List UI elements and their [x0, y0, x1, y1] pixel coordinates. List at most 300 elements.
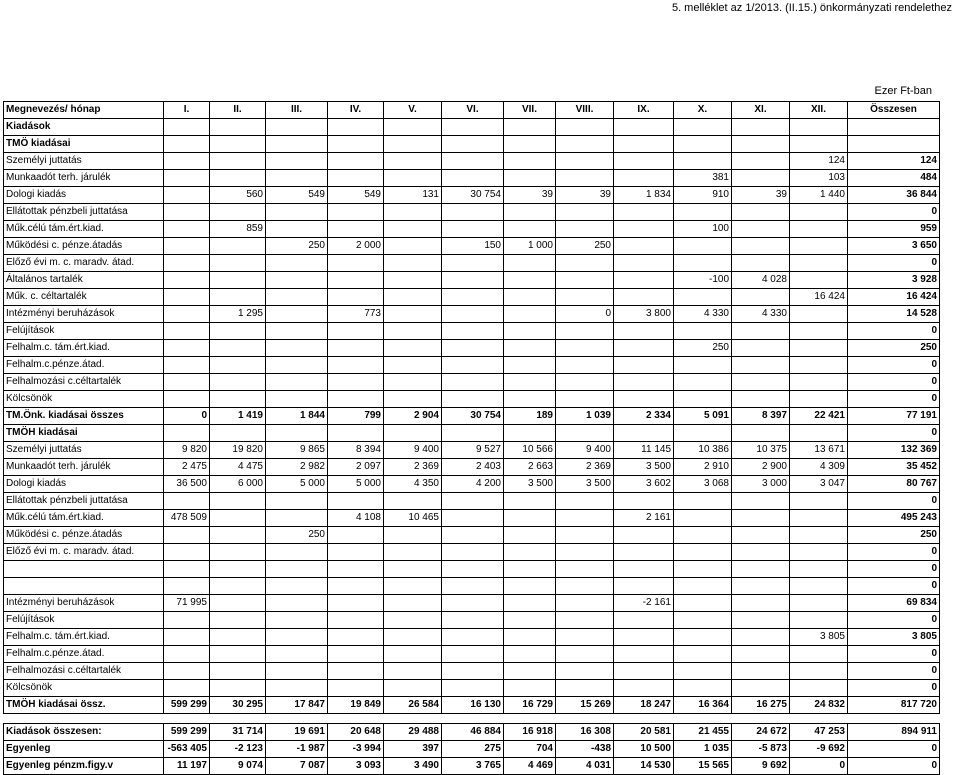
month-cell [732, 374, 790, 391]
month-cell [328, 663, 384, 680]
month-cell [210, 255, 266, 272]
month-cell: 250 [266, 238, 328, 255]
month-cell [556, 357, 614, 374]
month-cell [164, 578, 210, 595]
total-cell: 817 720 [848, 697, 940, 714]
month-cell [164, 612, 210, 629]
row-label: TMÖ kiadásai [4, 136, 164, 153]
month-cell [732, 493, 790, 510]
total-cell: 69 834 [848, 595, 940, 612]
month-cell [614, 493, 674, 510]
month-cell: 10 566 [504, 442, 556, 459]
month-cell [556, 119, 614, 136]
month-cell [210, 663, 266, 680]
month-cell [442, 204, 504, 221]
month-cell [614, 238, 674, 255]
month-cell [790, 612, 848, 629]
month-cell: 10 465 [384, 510, 442, 527]
month-cell: 20 581 [614, 724, 674, 741]
row-label: Személyi juttatás [4, 442, 164, 459]
month-cell [266, 289, 328, 306]
month-cell [504, 289, 556, 306]
month-cell [266, 510, 328, 527]
month-cell [384, 136, 442, 153]
table-row [4, 289, 940, 306]
month-cell [210, 612, 266, 629]
month-cell [790, 136, 848, 153]
month-cell: 7 087 [266, 758, 328, 775]
month-cell: 14 530 [614, 758, 674, 775]
row-label: Felhalm.c.pénze.átad. [4, 357, 164, 374]
month-cell: 704 [504, 741, 556, 758]
month-cell: 478 509 [164, 510, 210, 527]
total-cell: 35 452 [848, 459, 940, 476]
month-cell [732, 153, 790, 170]
regulation-note: 5. melléklet az 1/2013. (II.15.) önkormányzati rendelethez [671, 2, 952, 14]
month-cell: 1 834 [614, 187, 674, 204]
month-cell: 2 403 [442, 459, 504, 476]
month-cell [790, 238, 848, 255]
table-row [4, 561, 940, 578]
table-body [4, 102, 940, 775]
month-cell: 4 469 [504, 758, 556, 775]
month-cell [442, 578, 504, 595]
header-month-cell: II. [210, 102, 266, 119]
month-cell [556, 493, 614, 510]
month-cell [674, 425, 732, 442]
month-cell [210, 289, 266, 306]
month-cell: -438 [556, 741, 614, 758]
month-cell [504, 646, 556, 663]
month-cell [266, 629, 328, 646]
table-row [4, 408, 940, 425]
table-row [4, 238, 940, 255]
month-cell [384, 425, 442, 442]
month-cell [164, 680, 210, 697]
month-cell [442, 272, 504, 289]
table-row [4, 306, 940, 323]
month-cell [614, 561, 674, 578]
header-month-cell: VIII. [556, 102, 614, 119]
month-cell [790, 493, 848, 510]
month-cell [164, 289, 210, 306]
month-cell: 39 [504, 187, 556, 204]
month-cell [164, 306, 210, 323]
month-cell [556, 561, 614, 578]
month-cell [328, 357, 384, 374]
month-cell [442, 663, 504, 680]
month-cell: 19 691 [266, 724, 328, 741]
month-cell [674, 119, 732, 136]
month-cell [790, 425, 848, 442]
table-row [4, 493, 940, 510]
month-cell: 9 074 [210, 758, 266, 775]
header-month-cell: IX. [614, 102, 674, 119]
month-cell: 859 [210, 221, 266, 238]
month-cell [384, 680, 442, 697]
month-cell [266, 544, 328, 561]
month-cell [504, 204, 556, 221]
table-row [4, 136, 940, 153]
month-cell [266, 391, 328, 408]
month-cell: 2 900 [732, 459, 790, 476]
month-cell [732, 136, 790, 153]
month-cell: 46 884 [442, 724, 504, 741]
table-row [4, 119, 940, 136]
month-cell [732, 595, 790, 612]
month-cell [614, 204, 674, 221]
total-cell: 14 528 [848, 306, 940, 323]
month-cell [732, 680, 790, 697]
month-cell [164, 663, 210, 680]
month-cell: 16 918 [504, 724, 556, 741]
month-cell [504, 578, 556, 595]
row-label: Működési c. pénze.átadás [4, 527, 164, 544]
month-cell [504, 119, 556, 136]
month-cell [790, 391, 848, 408]
month-cell [266, 663, 328, 680]
month-cell [556, 391, 614, 408]
month-cell [732, 119, 790, 136]
month-cell [614, 425, 674, 442]
table-row [4, 680, 940, 697]
header-month-cell: Összesen [848, 102, 940, 119]
table-row [4, 527, 940, 544]
month-cell [210, 510, 266, 527]
month-cell: 1 295 [210, 306, 266, 323]
month-cell [732, 578, 790, 595]
month-cell [614, 391, 674, 408]
total-cell: 484 [848, 170, 940, 187]
month-cell: 4 108 [328, 510, 384, 527]
month-cell [674, 561, 732, 578]
month-cell: 3 093 [328, 758, 384, 775]
month-cell: 3 602 [614, 476, 674, 493]
month-cell: 11 145 [614, 442, 674, 459]
month-cell: 29 488 [384, 724, 442, 741]
table-row [4, 544, 940, 561]
month-cell [504, 493, 556, 510]
total-cell: 250 [848, 340, 940, 357]
month-cell: 2 097 [328, 459, 384, 476]
month-cell [614, 170, 674, 187]
month-cell [266, 119, 328, 136]
month-cell [210, 629, 266, 646]
month-cell: 9 400 [384, 442, 442, 459]
month-cell [384, 527, 442, 544]
month-cell [556, 221, 614, 238]
month-cell: 16 424 [790, 289, 848, 306]
table-row [4, 204, 940, 221]
month-cell: 8 394 [328, 442, 384, 459]
row-label: Dologi kiadás [4, 187, 164, 204]
total-cell: 3 805 [848, 629, 940, 646]
total-cell: 495 243 [848, 510, 940, 527]
month-cell [614, 272, 674, 289]
month-cell [674, 646, 732, 663]
month-cell [384, 578, 442, 595]
month-cell [732, 204, 790, 221]
month-cell [614, 663, 674, 680]
month-cell: 15 269 [556, 697, 614, 714]
total-cell: 0 [848, 741, 940, 758]
month-cell: 2 369 [556, 459, 614, 476]
row-label [4, 578, 164, 595]
month-cell: 39 [556, 187, 614, 204]
month-cell [328, 119, 384, 136]
month-cell: 2 904 [384, 408, 442, 425]
month-cell [790, 544, 848, 561]
month-cell [442, 629, 504, 646]
table-row [4, 187, 940, 204]
month-cell [328, 221, 384, 238]
month-cell: 3 765 [442, 758, 504, 775]
month-cell [442, 306, 504, 323]
month-cell: 0 [164, 408, 210, 425]
month-cell [732, 238, 790, 255]
month-cell: 250 [556, 238, 614, 255]
month-cell [266, 680, 328, 697]
month-cell [442, 170, 504, 187]
total-cell: 16 424 [848, 289, 940, 306]
month-cell [790, 646, 848, 663]
month-cell [328, 578, 384, 595]
table-row [4, 425, 940, 442]
month-cell: 9 527 [442, 442, 504, 459]
month-cell [504, 544, 556, 561]
row-label: Egyenleg pénzm.figy.v [4, 758, 164, 775]
month-cell [328, 612, 384, 629]
month-cell [210, 544, 266, 561]
month-cell [210, 493, 266, 510]
month-cell [164, 255, 210, 272]
month-cell [674, 663, 732, 680]
month-cell [210, 357, 266, 374]
month-cell [732, 289, 790, 306]
month-cell [674, 136, 732, 153]
month-cell [442, 289, 504, 306]
month-cell [164, 340, 210, 357]
month-cell [732, 323, 790, 340]
month-cell: 10 386 [674, 442, 732, 459]
month-cell: 773 [328, 306, 384, 323]
month-cell [674, 680, 732, 697]
month-cell [384, 595, 442, 612]
month-cell: 16 275 [732, 697, 790, 714]
month-cell [674, 153, 732, 170]
month-cell: 3 000 [732, 476, 790, 493]
month-cell [504, 323, 556, 340]
month-cell [210, 204, 266, 221]
month-cell: 250 [674, 340, 732, 357]
month-cell: 5 091 [674, 408, 732, 425]
month-cell [164, 153, 210, 170]
header-month-cell: V. [384, 102, 442, 119]
table-row [4, 741, 940, 758]
table-row [4, 629, 940, 646]
month-cell: 15 565 [674, 758, 732, 775]
month-cell [210, 561, 266, 578]
row-label: Működési c. pénze.átadás [4, 238, 164, 255]
month-cell [266, 204, 328, 221]
month-cell [328, 493, 384, 510]
month-cell [328, 153, 384, 170]
row-label: Felhalmozási c.céltartalék [4, 374, 164, 391]
month-cell [164, 391, 210, 408]
month-cell [442, 425, 504, 442]
total-cell: 0 [848, 646, 940, 663]
month-cell [614, 612, 674, 629]
month-cell: 1 419 [210, 408, 266, 425]
month-cell [504, 221, 556, 238]
month-cell [210, 119, 266, 136]
month-cell [266, 136, 328, 153]
month-cell: 4 031 [556, 758, 614, 775]
month-cell [210, 170, 266, 187]
month-cell [504, 595, 556, 612]
header-month-cell: IV. [328, 102, 384, 119]
month-cell [384, 306, 442, 323]
month-cell [384, 323, 442, 340]
month-cell [328, 544, 384, 561]
row-label: Felújítások [4, 323, 164, 340]
month-cell [556, 323, 614, 340]
month-cell [504, 680, 556, 697]
table-row [4, 340, 940, 357]
month-cell [328, 629, 384, 646]
month-cell: 26 584 [384, 697, 442, 714]
row-label: Felújítások [4, 612, 164, 629]
month-cell [614, 323, 674, 340]
total-cell: 0 [848, 493, 940, 510]
month-cell [790, 306, 848, 323]
month-cell: 799 [328, 408, 384, 425]
month-cell [790, 374, 848, 391]
row-label: TMÖH kiadásai [4, 425, 164, 442]
month-cell [384, 221, 442, 238]
row-label: Kölcsönök [4, 680, 164, 697]
month-cell: -1 987 [266, 741, 328, 758]
month-cell: 3 500 [504, 476, 556, 493]
month-cell: 4 330 [732, 306, 790, 323]
month-cell [210, 153, 266, 170]
month-cell [614, 646, 674, 663]
month-cell [266, 306, 328, 323]
month-cell [384, 153, 442, 170]
month-cell [442, 612, 504, 629]
month-cell: 0 [556, 306, 614, 323]
header-month-cell: I. [164, 102, 210, 119]
month-cell [328, 272, 384, 289]
month-cell: 599 299 [164, 697, 210, 714]
month-cell [210, 578, 266, 595]
month-cell [504, 136, 556, 153]
month-cell: 8 397 [732, 408, 790, 425]
month-cell: 47 253 [790, 724, 848, 741]
header-month-cell: XI. [732, 102, 790, 119]
month-cell [674, 510, 732, 527]
month-cell [790, 595, 848, 612]
total-cell: 959 [848, 221, 940, 238]
month-cell [504, 153, 556, 170]
table-row [4, 663, 940, 680]
total-cell: 124 [848, 153, 940, 170]
month-cell [556, 153, 614, 170]
month-cell: 4 200 [442, 476, 504, 493]
month-cell: 1 035 [674, 741, 732, 758]
month-cell [210, 680, 266, 697]
row-label: Dologi kiadás [4, 476, 164, 493]
month-cell [732, 221, 790, 238]
month-cell: 3 805 [790, 629, 848, 646]
month-cell: 31 714 [210, 724, 266, 741]
month-cell: 4 028 [732, 272, 790, 289]
month-cell: 2 982 [266, 459, 328, 476]
month-cell [442, 544, 504, 561]
month-cell [328, 425, 384, 442]
row-label: Felhalm.c.pénze.átad. [4, 646, 164, 663]
month-cell [164, 136, 210, 153]
row-label: Ellátottak pénzbeli juttatása [4, 204, 164, 221]
table-row [4, 357, 940, 374]
month-cell [504, 612, 556, 629]
month-cell [384, 612, 442, 629]
row-label: Előző évi m. c. maradv. átad. [4, 544, 164, 561]
month-cell [266, 221, 328, 238]
month-cell [504, 374, 556, 391]
month-cell: 189 [504, 408, 556, 425]
month-cell [674, 255, 732, 272]
month-cell [328, 595, 384, 612]
month-cell [556, 425, 614, 442]
month-cell: 1 039 [556, 408, 614, 425]
month-cell [266, 646, 328, 663]
table-row [4, 476, 940, 493]
month-cell [442, 221, 504, 238]
month-cell [328, 374, 384, 391]
month-cell [732, 663, 790, 680]
month-cell: 549 [328, 187, 384, 204]
row-label: Munkaadót terh. járulék [4, 459, 164, 476]
row-label: Kiadások összesen: [4, 724, 164, 741]
month-cell: 19 820 [210, 442, 266, 459]
month-cell [790, 680, 848, 697]
month-cell [614, 680, 674, 697]
header-label-cell: Megnevezés/ hónap [4, 102, 164, 119]
month-cell [384, 204, 442, 221]
row-label: Személyi juttatás [4, 153, 164, 170]
month-cell: 4 309 [790, 459, 848, 476]
month-cell [556, 374, 614, 391]
month-cell: 100 [674, 221, 732, 238]
row-label [4, 561, 164, 578]
month-cell: 17 847 [266, 697, 328, 714]
month-cell [504, 306, 556, 323]
month-cell [732, 510, 790, 527]
month-cell [328, 323, 384, 340]
month-cell [164, 119, 210, 136]
month-cell [442, 493, 504, 510]
month-cell [164, 357, 210, 374]
month-cell [614, 357, 674, 374]
month-cell: -3 994 [328, 741, 384, 758]
month-cell [614, 136, 674, 153]
month-cell: 30 295 [210, 697, 266, 714]
month-cell [614, 221, 674, 238]
month-cell: 30 754 [442, 187, 504, 204]
month-cell [328, 527, 384, 544]
row-label: Műk.célú tám.ért.kiad. [4, 221, 164, 238]
